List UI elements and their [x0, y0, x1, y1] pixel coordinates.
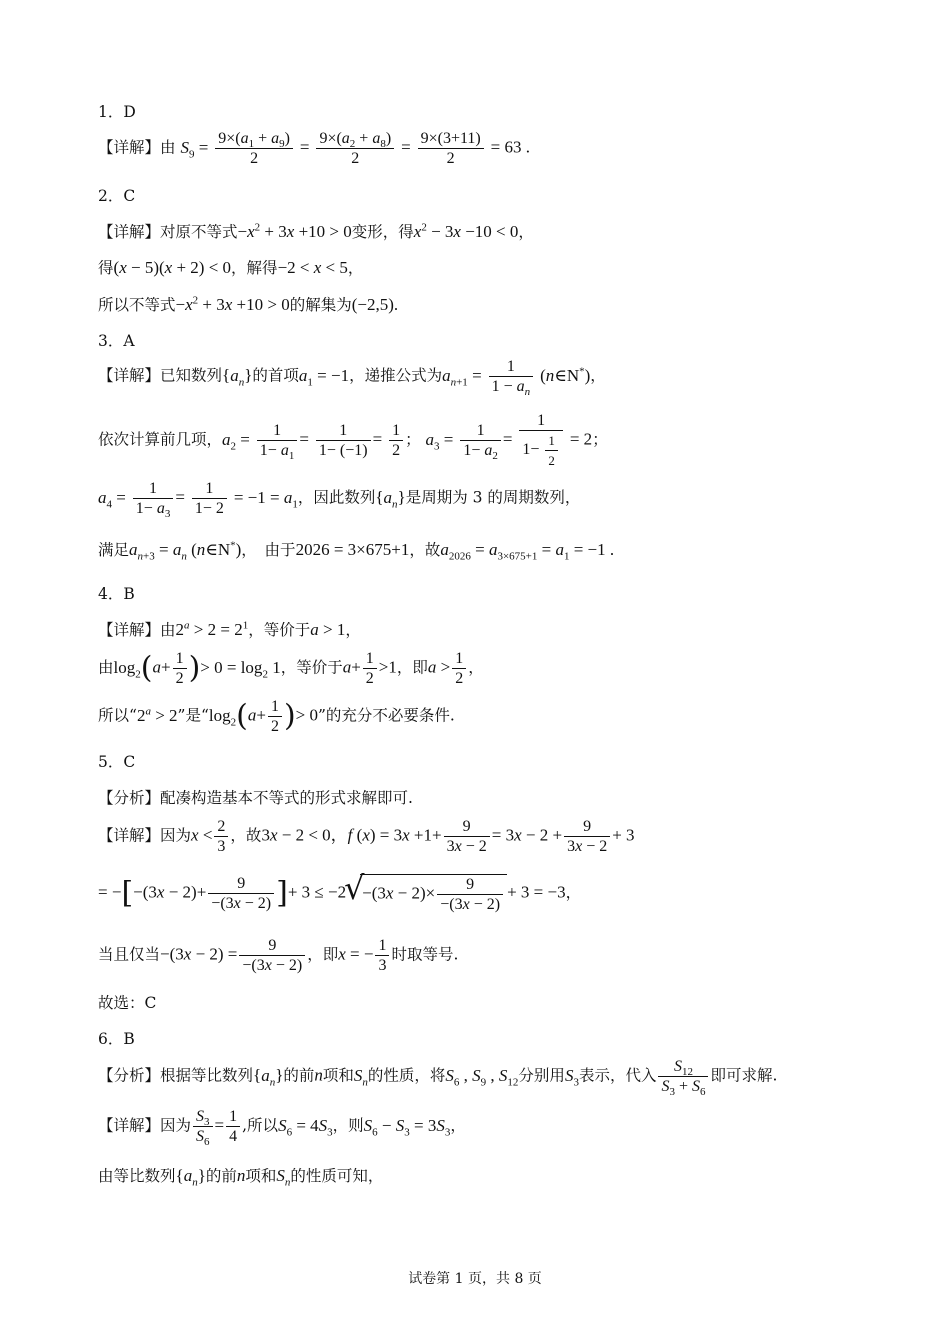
q3-detail-line2: 依次计算前几项，$a_2$ = $\frac{1}{1- a_1}$ = $\frac{1}{1- (-1)}$ = $\frac{1}{2}$ ； $a_3$ = $\frac{1}{1- a_2}$ = 1 1− $\frac{1}{2}$ = 2； [98, 412, 608, 468]
q6-detail-line1: 【详解】因为 $\frac{S_3}{S_6}$ = $\frac{1}{4}$ ,所以$S_6 = 4S_3$，则$S_6 - S_3 = 3S_3$， [98, 1108, 466, 1149]
q3-detail-line4: 满足$a_{n+3} = a_n$ (n∈N*)， 由于2026 = 3×675+1，故$a_{2026} = a_{3\times 675+1} = a_1 = -1$ . [98, 539, 615, 563]
q5-answer: 故选：C [98, 994, 157, 1012]
q5-detail-line3: 当且仅当−(3x − 2) = $\frac{9}{-(3x - 2)}$ ，即x = − $\frac{1}{3}$ 时取等号. [98, 937, 459, 974]
q5-analysis: 【分析】配凑构造基本不等式的形式求解即可. [98, 789, 413, 807]
q2-detail-line3: 所以不等式$-x^2 + 3x +10 > 0$的解集为(−2,5). [98, 294, 399, 314]
question-5-answer: 5．C [98, 753, 136, 771]
question-3-answer: 3．A [98, 332, 135, 350]
question-1-answer: 1．D [98, 103, 136, 121]
q4-detail-line1: 【详解】由$2^a > 2 = 2^1$，等价于a > 1， [98, 619, 361, 639]
q6-analysis: 【分析】根据等比数列$\{a_n\}$的前n项和$S_n$的性质，将$S_6$ , $S_9$ , $S_{12}$分别用$S_3$表示，代入 $\frac{S_{12}}{S_3 + S_6}$ 即可求解. [98, 1058, 778, 1099]
q3-detail-line3: $a_4$ = $\frac{1}{1- a_3}$ = $\frac{1}{1- 2}$ = $-1 = a_1$，因此数列$\{a_n\}$是周期为 3 的周期数列， [98, 480, 581, 521]
q3-detail-line1: 【详解】已知数列$\{a_n\}$的首项$a_1 = -1$，递推公式为$a_{n+1}$ = $\frac{1}{1 - a_n}$ (n∈N*)， [98, 358, 606, 399]
question-6-answer: 6．B [98, 1030, 135, 1048]
question-4-answer: 4．B [98, 585, 135, 603]
q4-detail-line2: 由$\log_2(a+$ $\frac{1}{2}$ )> $0 = \log_2 1$，等价于a+ $\frac{1}{2}$ >1，即a > $\frac{1}{2}$ ， [98, 650, 484, 687]
q4-detail-line3: 所以“$2^a > 2$”是“$\log_2(a+$ $\frac{1}{2}$ )> 0”的充分不必要条件. [98, 698, 455, 735]
q2-detail-line2: 得(x − 5)(x + 2) < 0，解得−2 < x < 5， [98, 258, 364, 277]
q5-detail-line2: = −[−(3x − 2)+ $\frac{9}{-(3x - 2)}$ ]+ 3 ≤ −2√ −(3x − 2)× $\frac{9}{-(3x - 2)}$ + 3 = −3， [98, 874, 581, 913]
q1-detail: 【详解】由 $S_9$ = $\frac{9\times(a_1 + a_9)}{2}$ = $\frac{9\times(a_2 + a_8)}{2}$ = $\frac{9\times(3+11)}{2}$ = 63 . [98, 130, 531, 167]
q2-detail-line1: 【详解】对原不等式$-x^2 + 3x +10 > 0$变形，得$x^2 - 3x -10 < 0$， [98, 221, 534, 241]
q6-detail-line2: 由等比数列$\{a_n\}$的前n项和$S_n$的性质可知， [98, 1166, 384, 1189]
page-footer: 试卷第 1 页，共 8 页 [408, 1271, 542, 1287]
question-2-answer: 2．C [98, 187, 136, 205]
q5-detail-line1: 【详解】因为x < $\frac{2}{3}$ ，故3x − 2 < 0，f (x) = 3x +1+ $\frac{9}{3x - 2}$ = 3x − 2 + $\frac{9}{3x - 2}$ + 3 [98, 818, 635, 855]
